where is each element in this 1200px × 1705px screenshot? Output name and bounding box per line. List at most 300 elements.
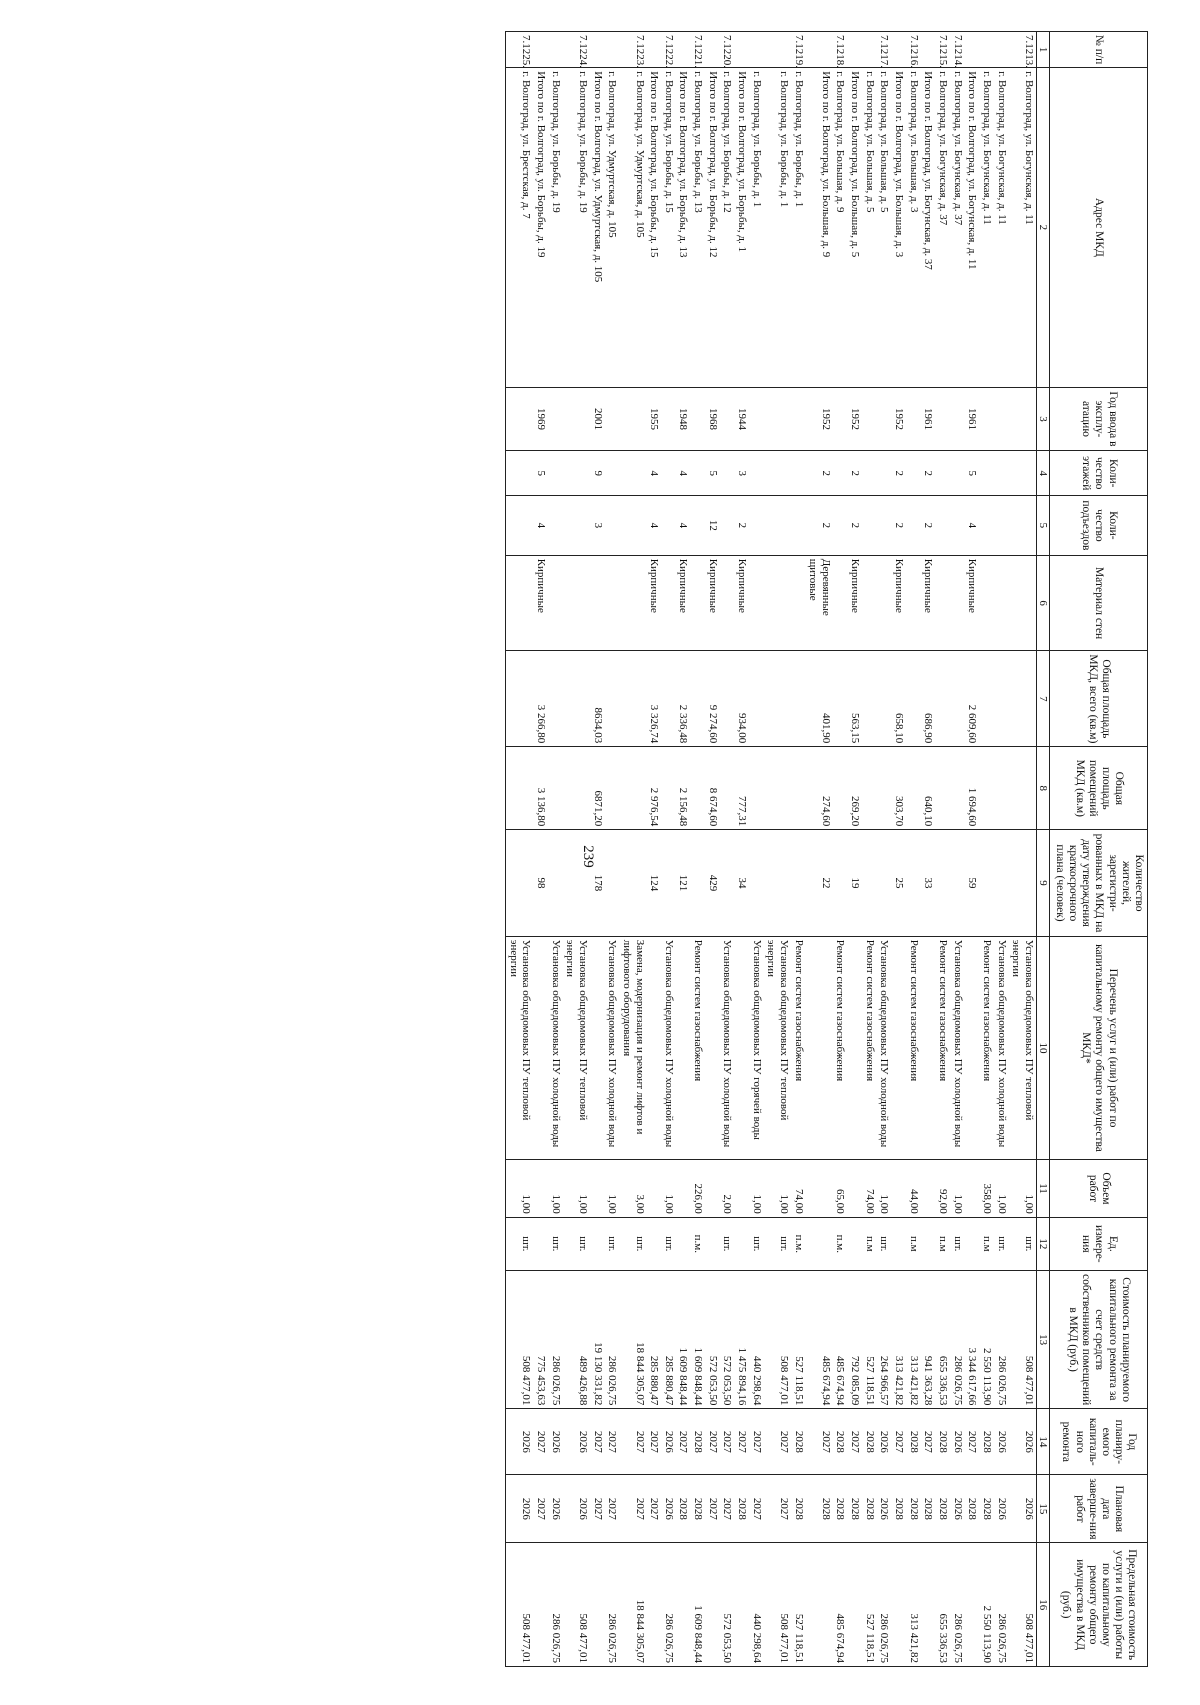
volume-cell: 1,00 xyxy=(661,1160,676,1217)
area-total-cell xyxy=(690,651,705,747)
entrances-cell xyxy=(690,496,705,556)
area-total-cell: 9 274,60 xyxy=(705,651,720,747)
material-cell xyxy=(548,555,563,651)
limit-cost-cell: 286 026,75 xyxy=(994,1543,1009,1667)
area-total-cell xyxy=(906,651,921,747)
area-premises-cell: 6871,20 xyxy=(590,747,605,830)
material-cell: Кирпичные xyxy=(533,555,548,651)
year-cell: 2001 xyxy=(590,387,605,451)
row-number xyxy=(994,32,1009,68)
material-cell: Кирпичные xyxy=(705,555,720,651)
limit-cost-cell xyxy=(891,1543,906,1667)
floors-cell xyxy=(877,451,892,496)
material-cell: Кирпичные xyxy=(647,555,662,651)
header-entrances: Коли-чество подъездов xyxy=(1050,496,1148,556)
material-cell: Кирпичные xyxy=(921,555,936,651)
end-date-cell: 2027 xyxy=(619,1475,646,1543)
header-wall-material: Материал стен xyxy=(1050,555,1148,651)
end-date-cell: 2027 xyxy=(764,1475,791,1543)
volume-cell: 1,00 xyxy=(1009,1160,1037,1217)
cost-cell: 527 118,51 xyxy=(791,1270,806,1408)
unit-cell: п.м xyxy=(862,1217,877,1270)
work-cell: Ремонт систем газоснабжения xyxy=(906,936,921,1160)
area-total-cell: 658,10 xyxy=(891,651,906,747)
plan-year-cell: 2026 xyxy=(661,1409,676,1475)
cost-cell: 485 674,94 xyxy=(833,1270,848,1408)
header-area-premises: Общая площадь помещений МКД (кв.м) xyxy=(1050,747,1148,830)
cost-cell: 19 130 331,82 xyxy=(590,1270,605,1408)
unit-cell: шт. xyxy=(548,1217,563,1270)
end-date-cell: 2028 xyxy=(734,1475,749,1543)
material-cell xyxy=(862,555,877,651)
unit-cell: шт. xyxy=(749,1217,764,1270)
residents-cell: 124 xyxy=(647,830,662,936)
plan-year-cell: 2027 xyxy=(921,1409,936,1475)
volume-cell: 1,00 xyxy=(749,1160,764,1217)
row-number xyxy=(590,32,605,68)
end-date-cell: 2026 xyxy=(994,1475,1009,1543)
limit-cost-cell: 286 026,75 xyxy=(548,1543,563,1667)
table-row xyxy=(994,32,1009,1667)
unit-cell xyxy=(848,1217,863,1270)
work-cell: Замена, модернизация и ремонт лифтов и лифтового оборудования xyxy=(619,936,646,1160)
unit-cell: п.м. xyxy=(690,1217,705,1270)
address-cell: г. Волгоград, ул. Борьбы, д. 19 xyxy=(563,68,590,387)
unit-cell: шт. xyxy=(605,1217,620,1270)
area-premises-cell xyxy=(619,747,646,830)
work-cell: Ремонт систем газоснабжения xyxy=(979,936,994,1160)
limit-cost-cell xyxy=(848,1543,863,1667)
floors-cell: 4 xyxy=(647,451,662,496)
volume-cell xyxy=(590,1160,605,1217)
residents-cell xyxy=(661,830,676,936)
floors-cell xyxy=(791,451,806,496)
unit-cell xyxy=(921,1217,936,1270)
end-date-cell: 2028 xyxy=(965,1475,980,1543)
table-row xyxy=(877,32,892,1667)
end-date-cell: 2027 xyxy=(720,1475,735,1543)
material-cell xyxy=(690,555,705,651)
area-total-cell xyxy=(1009,651,1037,747)
year-cell xyxy=(1009,387,1037,451)
unit-cell xyxy=(806,1217,833,1270)
work-cell: Установка общедомовых ПУ горячей воды xyxy=(749,936,764,1160)
floors-cell xyxy=(950,451,965,496)
limit-cost-cell xyxy=(705,1543,720,1667)
year-cell xyxy=(862,387,877,451)
volume-cell: 44,00 xyxy=(906,1160,921,1217)
column-number: 7 xyxy=(1036,651,1050,747)
floors-cell xyxy=(906,451,921,496)
row-number: 7.1224. xyxy=(563,32,590,68)
end-date-cell: 2026 xyxy=(1009,1475,1037,1543)
entrances-cell xyxy=(563,496,590,556)
material-cell: Кирпичные xyxy=(965,555,980,651)
volume-cell xyxy=(705,1160,720,1217)
year-cell: 1961 xyxy=(921,387,936,451)
unit-cell xyxy=(533,1217,548,1270)
unit-cell: шт. xyxy=(506,1217,534,1270)
entrances-cell xyxy=(862,496,877,556)
limit-cost-cell: 572 053,50 xyxy=(720,1543,735,1667)
year-cell: 1952 xyxy=(891,387,906,451)
entrances-cell: 2 xyxy=(806,496,833,556)
residents-cell: 33 xyxy=(921,830,936,936)
work-cell: Установка общедомовых ПУ холодной воды xyxy=(994,936,1009,1160)
table-row xyxy=(848,32,863,1667)
table-row xyxy=(891,32,906,1667)
page-number: 239 xyxy=(580,845,596,868)
column-number: 15 xyxy=(1036,1475,1050,1543)
end-date-cell: 2027 xyxy=(647,1475,662,1543)
year-cell xyxy=(994,387,1009,451)
plan-year-cell: 2026 xyxy=(1009,1409,1037,1475)
limit-cost-cell xyxy=(590,1543,605,1667)
area-total-cell xyxy=(619,651,646,747)
limit-cost-cell: 286 026,75 xyxy=(605,1543,620,1667)
plan-year-cell: 2026 xyxy=(548,1409,563,1475)
address-cell: Итого по г. Волгоград, ул. Удмуртская, д. 105 xyxy=(590,68,605,387)
entrances-cell: 2 xyxy=(734,496,749,556)
material-cell xyxy=(979,555,994,651)
column-number: 10 xyxy=(1036,936,1050,1160)
volume-cell: 2,00 xyxy=(720,1160,735,1217)
floors-cell: 3 xyxy=(734,451,749,496)
address-cell: г. Волгоград, ул. Удмуртская, д. 105 xyxy=(605,68,620,387)
address-cell: г. Волгоград, ул. Большая, д. 5 xyxy=(877,68,892,387)
floors-cell xyxy=(690,451,705,496)
limit-cost-cell xyxy=(676,1543,691,1667)
plan-year-cell: 2026 xyxy=(877,1409,892,1475)
table-row xyxy=(619,32,646,1667)
address-cell: г. Волгоград, ул. Большая, д. 9 xyxy=(833,68,848,387)
residents-cell: 121 xyxy=(676,830,691,936)
material-cell: Кирпичные xyxy=(734,555,749,651)
row-number xyxy=(734,32,749,68)
limit-cost-cell: 286 026,75 xyxy=(661,1543,676,1667)
floors-cell: 2 xyxy=(921,451,936,496)
work-cell xyxy=(848,936,863,1160)
cost-cell: 440 298,64 xyxy=(749,1270,764,1408)
plan-year-cell: 2027 xyxy=(734,1409,749,1475)
cost-cell: 285 880,47 xyxy=(647,1270,662,1408)
entrances-cell: 4 xyxy=(965,496,980,556)
area-premises-cell xyxy=(563,747,590,830)
unit-cell: шт. xyxy=(720,1217,735,1270)
limit-cost-cell: 508 477,01 xyxy=(506,1543,534,1667)
cost-cell: 1 609 848,44 xyxy=(676,1270,691,1408)
end-date-cell: 2028 xyxy=(848,1475,863,1543)
unit-cell: п.м xyxy=(935,1217,950,1270)
entrances-cell xyxy=(906,496,921,556)
row-number xyxy=(548,32,563,68)
limit-cost-cell: 18 844 305,07 xyxy=(619,1543,646,1667)
plan-year-cell: 2026 xyxy=(563,1409,590,1475)
cost-cell: 3 344 617,66 xyxy=(965,1270,980,1408)
plan-year-cell: 2028 xyxy=(791,1409,806,1475)
header-year-commissioned: Год ввода в эксплу-атацию xyxy=(1050,387,1148,451)
row-number: 7.1213. xyxy=(1009,32,1037,68)
cost-cell: 264 966,57 xyxy=(877,1270,892,1408)
entrances-cell: 4 xyxy=(647,496,662,556)
material-cell: Кирпичные xyxy=(848,555,863,651)
plan-year-cell: 2028 xyxy=(979,1409,994,1475)
table-row xyxy=(833,32,848,1667)
residents-cell xyxy=(563,830,590,936)
residents-cell xyxy=(1009,830,1037,936)
area-premises-cell: 3 136,80 xyxy=(533,747,548,830)
material-cell xyxy=(661,555,676,651)
table-row xyxy=(676,32,691,1667)
unit-cell xyxy=(965,1217,980,1270)
area-premises-cell xyxy=(720,747,735,830)
row-number: 7.1218. xyxy=(833,32,848,68)
limit-cost-cell: 313 421,82 xyxy=(906,1543,921,1667)
year-cell xyxy=(690,387,705,451)
material-cell: Кирпичные xyxy=(891,555,906,651)
header-no: № п/п xyxy=(1050,32,1148,68)
area-premises-cell xyxy=(877,747,892,830)
work-cell: Установка общедомовых ПУ холодной воды xyxy=(548,936,563,1160)
entrances-cell xyxy=(749,496,764,556)
entrances-cell: 4 xyxy=(533,496,548,556)
volume-cell xyxy=(806,1160,833,1217)
unit-cell: шт. xyxy=(661,1217,676,1270)
material-cell xyxy=(906,555,921,651)
unit-cell: п.м. xyxy=(833,1217,848,1270)
cost-cell: 286 026,75 xyxy=(548,1270,563,1408)
area-total-cell xyxy=(979,651,994,747)
residents-cell xyxy=(877,830,892,936)
address-cell: г. Волгоград, ул. Борьбы, д. 13 xyxy=(690,68,705,387)
cost-cell: 1 609 848,44 xyxy=(690,1270,705,1408)
area-premises-cell xyxy=(791,747,806,830)
residents-cell xyxy=(506,830,534,936)
area-premises-cell: 640,10 xyxy=(921,747,936,830)
end-date-cell: 2028 xyxy=(862,1475,877,1543)
entrances-cell: 2 xyxy=(921,496,936,556)
cost-cell: 792 085,09 xyxy=(848,1270,863,1408)
area-total-cell: 3 266,80 xyxy=(533,651,548,747)
entrances-cell xyxy=(979,496,994,556)
table-row xyxy=(661,32,676,1667)
entrances-cell xyxy=(764,496,791,556)
address-cell: г. Волгоград, ул. Борьбы, д. 1 xyxy=(791,68,806,387)
cost-cell: 286 026,75 xyxy=(605,1270,620,1408)
floors-cell xyxy=(862,451,877,496)
work-cell xyxy=(734,936,749,1160)
area-total-cell xyxy=(862,651,877,747)
address-cell: Итого по г. Волгоград, ул. Борьбы, д. 1 xyxy=(734,68,749,387)
floors-cell xyxy=(1009,451,1037,496)
floors-cell: 4 xyxy=(676,451,691,496)
unit-cell xyxy=(734,1217,749,1270)
row-number xyxy=(676,32,691,68)
cost-cell: 285 880,47 xyxy=(661,1270,676,1408)
row-number: 7.1215. xyxy=(935,32,950,68)
cost-cell: 313 421,82 xyxy=(891,1270,906,1408)
row-number: 7.1217. xyxy=(877,32,892,68)
plan-year-cell: 2026 xyxy=(994,1409,1009,1475)
area-total-cell xyxy=(877,651,892,747)
material-cell xyxy=(506,555,534,651)
end-date-cell: 2028 xyxy=(935,1475,950,1543)
entrances-cell xyxy=(791,496,806,556)
address-cell: г. Волгоград, ул. Борьбы, д. 1 xyxy=(749,68,764,387)
residents-cell: 98 xyxy=(533,830,548,936)
unit-cell xyxy=(647,1217,662,1270)
limit-cost-cell xyxy=(806,1543,833,1667)
entrances-cell xyxy=(661,496,676,556)
end-date-cell: 2028 xyxy=(979,1475,994,1543)
material-cell xyxy=(994,555,1009,651)
area-premises-cell: 1 694,60 xyxy=(965,747,980,830)
residents-cell xyxy=(862,830,877,936)
limit-cost-cell: 286 026,75 xyxy=(877,1543,892,1667)
floors-cell xyxy=(548,451,563,496)
volume-cell xyxy=(647,1160,662,1217)
cost-cell: 18 844 305,07 xyxy=(619,1270,646,1408)
work-cell: Ремонт систем газоснабжения xyxy=(690,936,705,1160)
cost-cell: 2 550 113,90 xyxy=(979,1270,994,1408)
cost-cell: 572 053,50 xyxy=(705,1270,720,1408)
plan-year-cell: 2027 xyxy=(533,1409,548,1475)
volume-cell: 1,00 xyxy=(563,1160,590,1217)
residents-cell xyxy=(994,830,1009,936)
cost-cell: 775 453,63 xyxy=(533,1270,548,1408)
end-date-cell: 2027 xyxy=(590,1475,605,1543)
plan-year-cell: 2027 xyxy=(647,1409,662,1475)
end-date-cell: 2026 xyxy=(661,1475,676,1543)
table-row xyxy=(1009,32,1037,1667)
volume-cell: 74,00 xyxy=(791,1160,806,1217)
area-premises-cell: 2 976,54 xyxy=(647,747,662,830)
cost-cell: 489 426,88 xyxy=(563,1270,590,1408)
year-cell: 1944 xyxy=(734,387,749,451)
work-cell xyxy=(891,936,906,1160)
area-premises-cell xyxy=(690,747,705,830)
work-cell xyxy=(921,936,936,1160)
area-premises-cell xyxy=(1009,747,1037,830)
address-cell: г. Волгоград, ул. Большая, д. 5 xyxy=(862,68,877,387)
repair-plan-table xyxy=(505,31,1148,1667)
address-cell: Итого по г. Волгоград, ул. Большая, д. 5 xyxy=(848,68,863,387)
area-total-cell: 2 336,48 xyxy=(676,651,691,747)
row-number xyxy=(605,32,620,68)
row-number xyxy=(862,32,877,68)
material-cell xyxy=(833,555,848,651)
table-row xyxy=(979,32,994,1667)
area-total-cell: 934,00 xyxy=(734,651,749,747)
floors-cell xyxy=(661,451,676,496)
material-cell xyxy=(749,555,764,651)
address-cell: Итого по г. Волгоград, ул. Богунская, д. 11 xyxy=(965,68,980,387)
year-cell xyxy=(833,387,848,451)
row-number: 7.1220. xyxy=(720,32,735,68)
column-number: 9 xyxy=(1036,830,1050,936)
residents-cell xyxy=(605,830,620,936)
row-number xyxy=(979,32,994,68)
plan-year-cell: 2027 xyxy=(619,1409,646,1475)
year-cell xyxy=(935,387,950,451)
volume-cell: 3,00 xyxy=(619,1160,646,1217)
address-cell: г. Волгоград, ул. Богунская, д. 11 xyxy=(994,68,1009,387)
residents-cell: 178 xyxy=(590,830,605,936)
floors-cell xyxy=(935,451,950,496)
entrances-cell: 4 xyxy=(676,496,691,556)
entrances-cell: 2 xyxy=(891,496,906,556)
table-row xyxy=(506,32,534,1667)
material-cell xyxy=(950,555,965,651)
plan-year-cell: 2028 xyxy=(862,1409,877,1475)
plan-year-cell: 2027 xyxy=(720,1409,735,1475)
limit-cost-cell: 527 118,51 xyxy=(791,1543,806,1667)
address-cell: Итого по г. Волгоград, ул. Борьбы, д. 12 xyxy=(705,68,720,387)
residents-cell xyxy=(906,830,921,936)
work-cell xyxy=(533,936,548,1160)
year-cell xyxy=(720,387,735,451)
end-date-cell: 2028 xyxy=(676,1475,691,1543)
end-date-cell: 2026 xyxy=(877,1475,892,1543)
column-number: 14 xyxy=(1036,1409,1050,1475)
table-row xyxy=(563,32,590,1667)
year-cell xyxy=(877,387,892,451)
plan-year-cell: 2028 xyxy=(935,1409,950,1475)
work-cell: Установка общедомовых ПУ тепловой энергии xyxy=(563,936,590,1160)
unit-cell xyxy=(705,1217,720,1270)
cost-cell: 508 477,01 xyxy=(764,1270,791,1408)
table-row xyxy=(764,32,791,1667)
volume-cell: 1,00 xyxy=(548,1160,563,1217)
year-cell: 1968 xyxy=(705,387,720,451)
address-cell: г. Волгоград, ул. Богунская, д. 37 xyxy=(935,68,950,387)
entrances-cell xyxy=(548,496,563,556)
work-cell: Ремонт систем газоснабжения xyxy=(833,936,848,1160)
year-cell xyxy=(749,387,764,451)
address-cell: г. Волгоград, ул. Богунская, д. 11 xyxy=(1009,68,1037,387)
plan-year-cell: 2026 xyxy=(506,1409,534,1475)
row-number: 7.1214. xyxy=(950,32,965,68)
year-cell xyxy=(548,387,563,451)
material-cell: Кирпичные xyxy=(676,555,691,651)
entrances-cell xyxy=(935,496,950,556)
table-row xyxy=(791,32,806,1667)
year-cell xyxy=(506,387,534,451)
volume-cell xyxy=(676,1160,691,1217)
floors-cell: 5 xyxy=(533,451,548,496)
material-cell xyxy=(619,555,646,651)
area-premises-cell xyxy=(833,747,848,830)
floors-cell xyxy=(764,451,791,496)
unit-cell: шт. xyxy=(1009,1217,1037,1270)
address-cell: Итого по г. Волгоград, ул. Большая, д. 3 xyxy=(891,68,906,387)
row-number: 7.1216. xyxy=(906,32,921,68)
row-number xyxy=(705,32,720,68)
header-floors: Коли-чество этажей xyxy=(1050,451,1148,496)
residents-cell: 19 xyxy=(848,830,863,936)
floors-cell xyxy=(619,451,646,496)
address-cell: г. Волгоград, ул. Борьбы, д. 19 xyxy=(548,68,563,387)
residents-cell xyxy=(690,830,705,936)
plan-year-cell: 2026 xyxy=(950,1409,965,1475)
area-premises-cell xyxy=(749,747,764,830)
address-cell: г. Волгоград, ул. Богунская, д. 37 xyxy=(950,68,965,387)
limit-cost-cell xyxy=(533,1543,548,1667)
address-cell: Итого по г. Волгоград, ул. Большая, д. 9 xyxy=(806,68,833,387)
work-cell: Установка общедомовых ПУ тепловой энергии xyxy=(506,936,534,1160)
cost-cell: 1 475 894,16 xyxy=(734,1270,749,1408)
table-row xyxy=(590,32,605,1667)
